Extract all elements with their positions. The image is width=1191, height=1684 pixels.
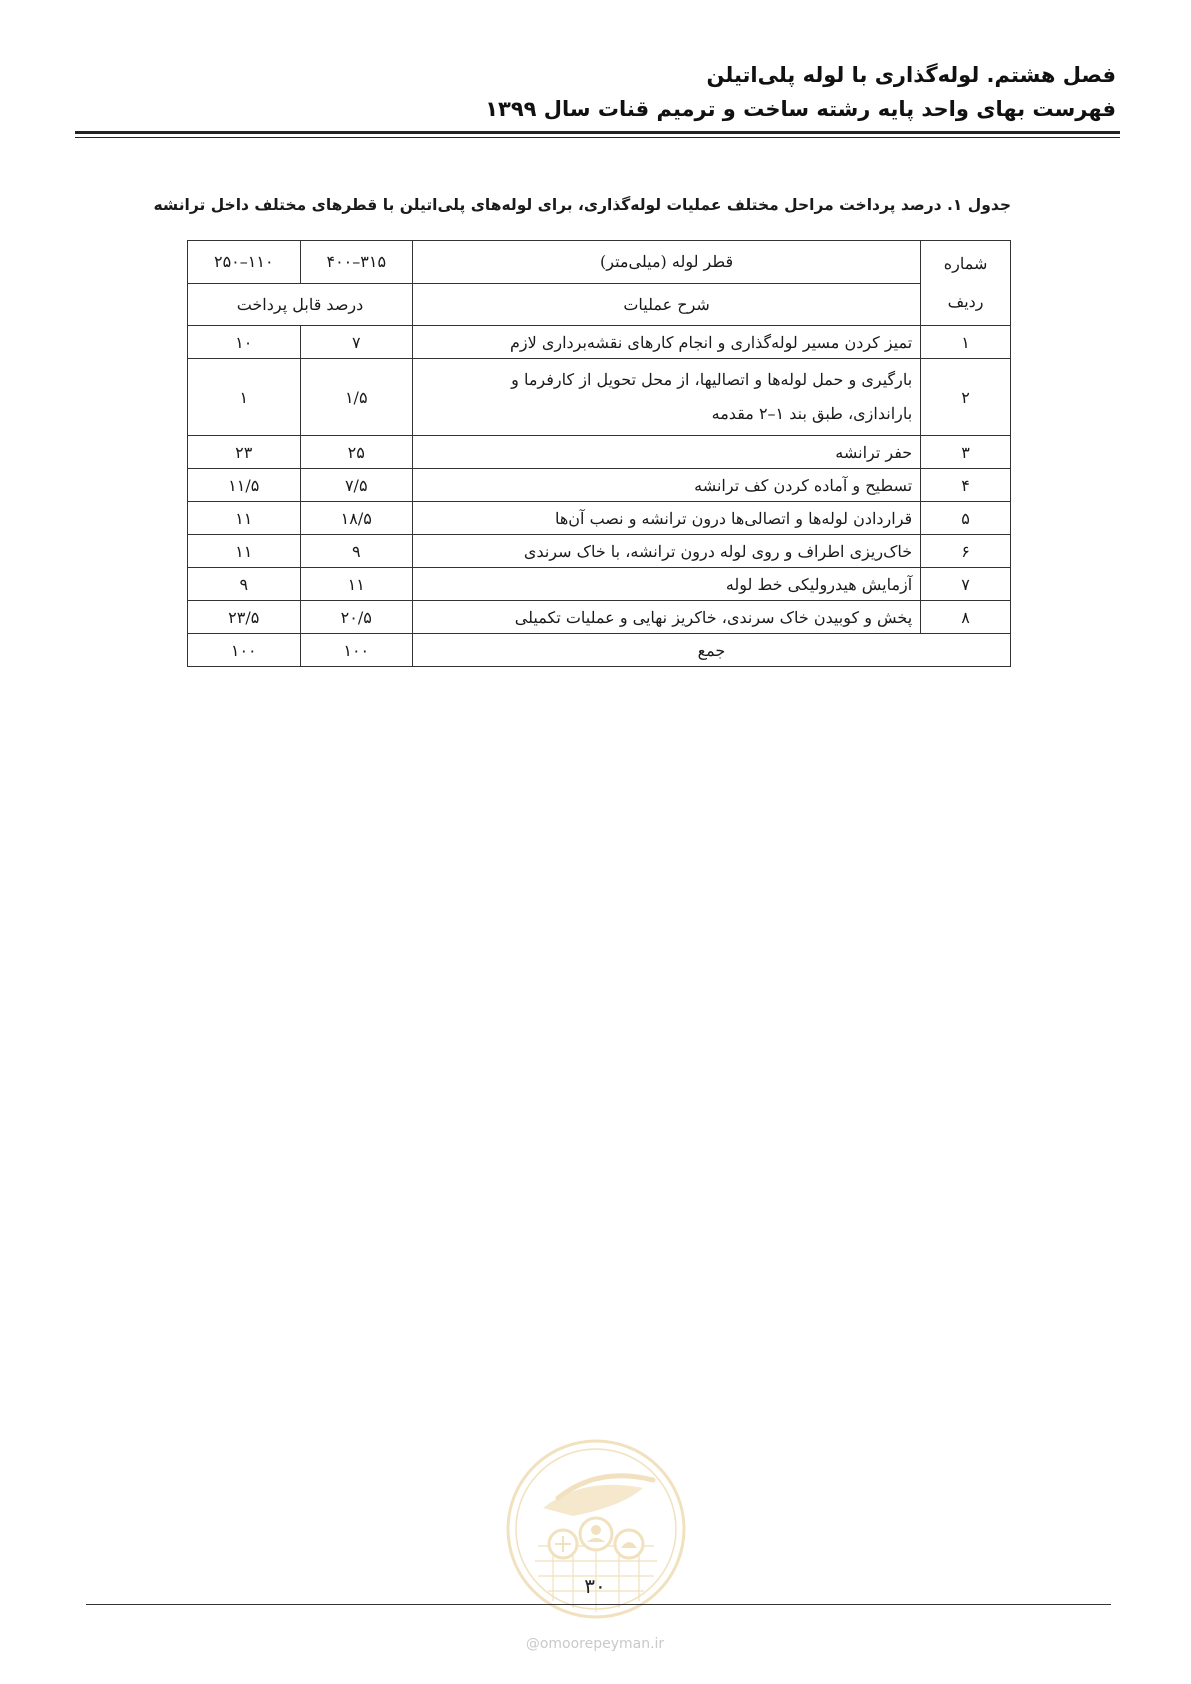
- row-percent-315-400: ۲۰/۵: [300, 601, 412, 634]
- row-number-header-line2: ردیف: [947, 292, 984, 311]
- row-description-line1: بارگیری و حمل لوله‌ها و اتصالیها، از محل تحویل از کارفرما و: [511, 370, 913, 389]
- total-percent-315-400: ۱۰۰: [300, 634, 412, 667]
- watermark-site-text: @omoorepeyman.ir: [525, 1636, 665, 1652]
- row-number: ۳: [921, 436, 1011, 469]
- row-percent-110-250: ۹: [188, 568, 301, 601]
- row-percent-315-400: ۱۱: [300, 568, 412, 601]
- row-description: پخش و کوبیدن خاک سرندی، خاکریز نهایی و عملیات تکمیلی: [412, 601, 920, 634]
- row-percent-110-250: ۱۰: [188, 326, 301, 359]
- table-row: [188, 436, 1011, 469]
- footer-rule: [86, 1604, 1111, 1605]
- row-number: ۲: [921, 359, 1011, 436]
- table-caption: جدول ۱. درصد پرداخت مراحل مختلف عملیات لوله‌گذاری، برای لوله‌های پلی‌اتیلن با قطرهای مختلف داخل ترانشه: [153, 196, 1011, 214]
- chapter-title: فصل هشتم. لوله‌گذاری با لوله پلی‌اتیلن: [706, 63, 1116, 87]
- row-percent-315-400: ۲۵: [300, 436, 412, 469]
- row-number: ۷: [921, 568, 1011, 601]
- table-row: [188, 469, 1011, 502]
- row-description: [412, 359, 920, 436]
- table-row: [188, 535, 1011, 568]
- row-percent-110-250: ۱۱: [188, 502, 301, 535]
- row-number-header-line1: شماره: [943, 254, 988, 273]
- row-percent-110-250: ۱۱/۵: [188, 469, 301, 502]
- table-row: [188, 601, 1011, 634]
- payable-percent-header: درصد قابل پرداخت: [188, 283, 413, 326]
- table-row: [188, 359, 1011, 436]
- header-rule-thick: [75, 131, 1120, 134]
- row-percent-110-250: ۲۳/۵: [188, 601, 301, 634]
- row-description-line2: باراندازی، طبق بند ۱–۲ مقدمه: [711, 404, 913, 423]
- row-description: آزمایش هیدرولیکی خط لوله: [412, 568, 920, 601]
- row-percent-110-250: ۱۱: [188, 535, 301, 568]
- row-description: خاک‌ریزی اطراف و روی لوله درون ترانشه، با خاک سرندی: [412, 535, 920, 568]
- row-number: ۴: [921, 469, 1011, 502]
- row-number-header: [921, 241, 1011, 326]
- row-number: ۸: [921, 601, 1011, 634]
- row-percent-315-400: ۷/۵: [300, 469, 412, 502]
- pipe-diameter-header: قطر لوله (میلی‌متر): [412, 241, 920, 284]
- row-percent-315-400: ۱/۵: [300, 359, 412, 436]
- row-description: حفر ترانشه: [412, 436, 920, 469]
- row-description: تسطیح و آماده کردن کف ترانشه: [412, 469, 920, 502]
- description-header: شرح عملیات: [412, 283, 920, 326]
- table-total-row: [188, 634, 1011, 667]
- row-number: ۵: [921, 502, 1011, 535]
- row-percent-315-400: ۹: [300, 535, 412, 568]
- diameter-range-315-400: ۳۱۵–۴۰۰: [300, 241, 412, 284]
- document-title: فهرست بهای واحد پایه رشته ساخت و ترمیم قنات سال ۱۳۹۹: [485, 97, 1116, 121]
- row-percent-315-400: ۷: [300, 326, 412, 359]
- row-percent-110-250: ۱: [188, 359, 301, 436]
- table-subheader-row: [188, 283, 1011, 326]
- row-percent-110-250: ۲۳: [188, 436, 301, 469]
- table-header-row: [188, 241, 1011, 284]
- row-number: ۶: [921, 535, 1011, 568]
- table-row: [188, 502, 1011, 535]
- table-row: [188, 326, 1011, 359]
- row-description: تمیز کردن مسیر لوله‌گذاری و انجام کارهای نقشه‌برداری لازم: [412, 326, 920, 359]
- total-label: جمع: [412, 634, 1010, 667]
- row-number: ۱: [921, 326, 1011, 359]
- row-percent-315-400: ۱۸/۵: [300, 502, 412, 535]
- payment-table: [187, 240, 1011, 667]
- row-description: قراردادن لوله‌ها و اتصالی‌ها درون ترانشه و نصب آن‌ها: [412, 502, 920, 535]
- total-percent-110-250: ۱۰۰: [188, 634, 301, 667]
- table-row: [188, 568, 1011, 601]
- diameter-range-110-250: ۱۱۰–۲۵۰: [188, 241, 301, 284]
- page-number: ۳۰: [584, 1574, 606, 1598]
- page-header: [76, 58, 1116, 126]
- header-rule-thin: [75, 137, 1120, 138]
